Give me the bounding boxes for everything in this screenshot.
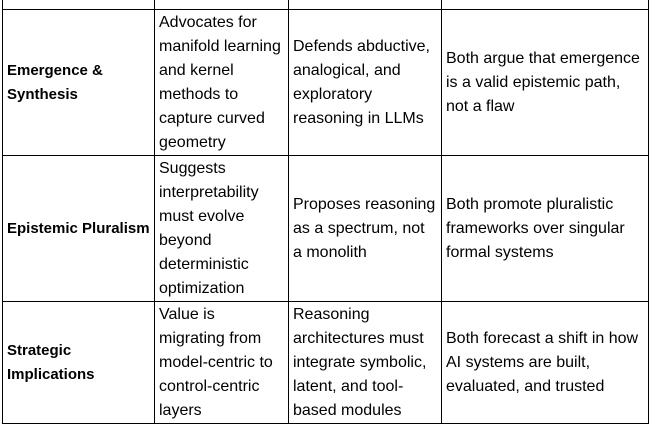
row-label: Emergence & Synthesis	[3, 10, 155, 156]
table-cell: Defends abductive, analogical, and exploratory reasoning in LLMs	[289, 10, 442, 156]
table-cell: Proposes reasoning as a spectrum, not a monolith	[289, 156, 442, 302]
table-row	[3, 10, 649, 156]
row-label: Strategic Implications	[3, 302, 155, 424]
table-cell	[289, 0, 442, 10]
table-cell: Advocates for manifold learning and kernel methods to capture curved geometry	[155, 10, 289, 156]
table-row	[3, 302, 649, 424]
table-cell	[442, 0, 649, 10]
table-cell	[155, 0, 289, 10]
table-cell: Reasoning architectures must integrate symbolic, latent, and tool-based modules	[289, 302, 442, 424]
table-cell: Both argue that emergence is a valid epistemic path, not a flaw	[442, 10, 649, 156]
row-label: Epistemic Pluralism	[3, 156, 155, 302]
table-cell: Both promote pluralistic frameworks over singular formal systems	[442, 156, 649, 302]
table-row	[3, 156, 649, 302]
table-cell: Suggests interpretability must evolve beyond deterministic optimization	[155, 156, 289, 302]
table-row-partial-top	[3, 0, 649, 10]
table-cell	[3, 0, 155, 10]
comparison-table	[2, 0, 649, 424]
table-cell: Both forecast a shift in how AI systems are built, evaluated, and trusted	[442, 302, 649, 424]
table-cell: Value is migrating from model-centric to control-centric layers	[155, 302, 289, 424]
